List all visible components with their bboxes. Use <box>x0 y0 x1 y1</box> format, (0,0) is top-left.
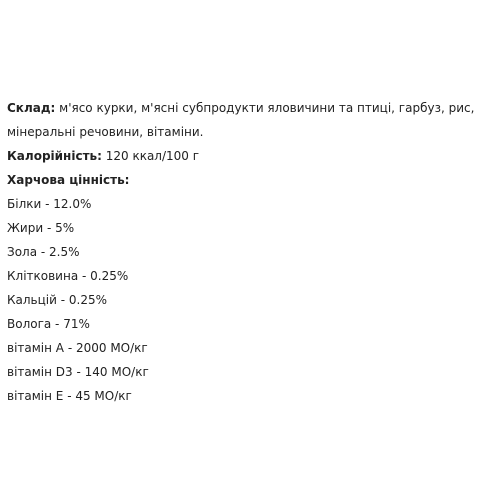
nutrition-list <box>7 192 495 408</box>
composition-label: Склад: <box>7 101 56 115</box>
nutrition-item-fat: Жири - 5% <box>7 221 75 235</box>
nutrition-item-fiber: Клітковина - 0.25% <box>7 269 129 283</box>
composition-paragraph <box>7 96 495 144</box>
nutrition-item-vitamin-a: вітамін А - 2000 МО/кг <box>7 341 148 355</box>
nutrition-item-vitamin-d3: вітамін D3 - 140 МО/кг <box>7 365 149 379</box>
nutrition-heading: Харчова цінність: <box>7 173 130 187</box>
calories-line <box>7 144 495 168</box>
nutrition-item-moisture: Волога - 71% <box>7 317 90 331</box>
nutrition-item-protein: Білки - 12.0% <box>7 197 92 211</box>
nutrition-item-vitamin-e: вітамін Е - 45 МО/кг <box>7 389 132 403</box>
nutrition-item-calcium: Кальцій - 0.25% <box>7 293 107 307</box>
composition-text: м'ясо курки, м'ясні субпродукти яловичини та птиці, гарбуз, рис, мінеральні речовини, вітаміни. <box>7 101 475 139</box>
calories-label: Калорійність: <box>7 149 102 163</box>
calories-value: 120 ккал/100 г <box>101 149 200 163</box>
product-description <box>7 96 495 408</box>
nutrition-item-ash: Зола - 2.5% <box>7 245 80 259</box>
